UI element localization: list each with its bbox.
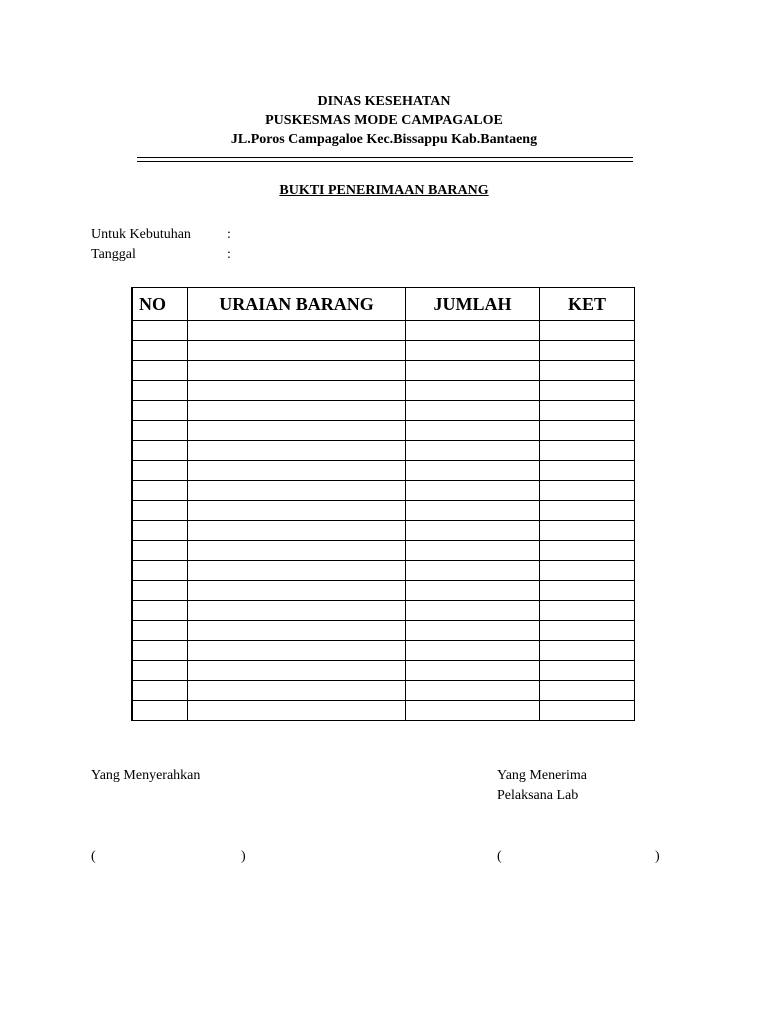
cell-ket — [540, 441, 635, 461]
cell-ket — [540, 581, 635, 601]
cell-no — [132, 641, 188, 661]
cell-jumlah — [406, 501, 540, 521]
cell-ket — [540, 541, 635, 561]
cell-uraian-barang — [188, 501, 406, 521]
cell-no — [132, 621, 188, 641]
cell-uraian-barang — [188, 601, 406, 621]
cell-no — [132, 441, 188, 461]
cell-ket — [540, 341, 635, 361]
cell-no — [132, 481, 188, 501]
cell-ket — [540, 701, 635, 721]
table-header-row — [132, 288, 635, 321]
cell-uraian-barang — [188, 641, 406, 661]
cell-uraian-barang — [188, 561, 406, 581]
table-row — [132, 461, 635, 481]
table-row — [132, 321, 635, 341]
cell-jumlah — [406, 561, 540, 581]
cell-no — [132, 561, 188, 581]
cell-no — [132, 321, 188, 341]
header-jumlah: JUMLAH — [406, 288, 540, 321]
cell-uraian-barang — [188, 441, 406, 461]
table-row — [132, 341, 635, 361]
field-tanggal-label: Tanggal — [91, 247, 136, 262]
signature-left-title: Yang Menyerahkan — [91, 768, 201, 783]
table-row — [132, 361, 635, 381]
field-tanggal-colon: : — [227, 247, 231, 262]
cell-jumlah — [406, 341, 540, 361]
cell-uraian-barang — [188, 541, 406, 561]
cell-ket — [540, 601, 635, 621]
cell-no — [132, 681, 188, 701]
table-row — [132, 641, 635, 661]
signature-right-subtitle: Pelaksana Lab — [497, 788, 579, 803]
signature-right-close-paren: ) — [655, 849, 660, 864]
cell-no — [132, 421, 188, 441]
cell-uraian-barang — [188, 461, 406, 481]
signature-left — [91, 766, 200, 786]
table-row — [132, 381, 635, 401]
cell-jumlah — [406, 521, 540, 541]
signature-right-open-paren: ( — [497, 849, 502, 864]
cell-jumlah — [406, 381, 540, 401]
cell-uraian-barang — [188, 401, 406, 421]
cell-ket — [540, 641, 635, 661]
cell-ket — [540, 321, 635, 341]
cell-no — [132, 381, 188, 401]
cell-jumlah — [406, 461, 540, 481]
cell-no — [132, 401, 188, 421]
cell-jumlah — [406, 681, 540, 701]
signature-left-close-paren: ) — [241, 849, 246, 864]
table-row — [132, 581, 635, 601]
field-tanggal — [91, 246, 231, 264]
table-row — [132, 681, 635, 701]
signature-left-open-paren: ( — [91, 849, 96, 864]
table-row — [132, 621, 635, 641]
cell-jumlah — [406, 441, 540, 461]
cell-jumlah — [406, 701, 540, 721]
cell-ket — [540, 501, 635, 521]
header-no: NO — [132, 288, 188, 321]
cell-uraian-barang — [188, 521, 406, 541]
cell-ket — [540, 381, 635, 401]
cell-uraian-barang — [188, 701, 406, 721]
agency-name: DINAS KESEHATAN — [317, 94, 451, 109]
cell-uraian-barang — [188, 681, 406, 701]
cell-no — [132, 361, 188, 381]
field-untuk-kebutuhan — [91, 226, 231, 244]
document-title-text: BUKTI PENERIMAAN BARANG — [279, 183, 489, 198]
cell-no — [132, 501, 188, 521]
cell-no — [132, 461, 188, 481]
cell-jumlah — [406, 661, 540, 681]
header-uraian-barang: URAIAN BARANG — [188, 288, 406, 321]
address: JL.Poros Campagaloe Kec.Bissappu Kab.Bantaeng — [230, 132, 538, 147]
cell-ket — [540, 401, 635, 421]
table-row — [132, 601, 635, 621]
cell-uraian-barang — [188, 421, 406, 441]
cell-jumlah — [406, 421, 540, 441]
signature-right — [497, 766, 587, 806]
table-row — [132, 401, 635, 421]
cell-uraian-barang — [188, 481, 406, 501]
cell-ket — [540, 521, 635, 541]
cell-uraian-barang — [188, 321, 406, 341]
table-row — [132, 501, 635, 521]
letterhead — [0, 92, 768, 149]
signature-right-title: Yang Menerima — [497, 768, 587, 783]
cell-no — [132, 661, 188, 681]
cell-uraian-barang — [188, 621, 406, 641]
cell-ket — [540, 481, 635, 501]
cell-jumlah — [406, 481, 540, 501]
cell-no — [132, 541, 188, 561]
table-row — [132, 421, 635, 441]
cell-ket — [540, 661, 635, 681]
cell-ket — [540, 361, 635, 381]
table-row — [132, 441, 635, 461]
cell-uraian-barang — [188, 341, 406, 361]
cell-no — [132, 581, 188, 601]
cell-jumlah — [406, 601, 540, 621]
cell-jumlah — [406, 641, 540, 661]
cell-ket — [540, 561, 635, 581]
table-body — [132, 321, 635, 721]
table-row — [132, 541, 635, 561]
cell-uraian-barang — [188, 361, 406, 381]
cell-uraian-barang — [188, 381, 406, 401]
cell-jumlah — [406, 621, 540, 641]
cell-jumlah — [406, 361, 540, 381]
cell-jumlah — [406, 321, 540, 341]
cell-jumlah — [406, 581, 540, 601]
cell-ket — [540, 461, 635, 481]
puskesmas-name: PUSKESMAS MODE CAMPAGALOE — [265, 113, 503, 128]
table-row — [132, 661, 635, 681]
header-ket: KET — [540, 288, 635, 321]
cell-ket — [540, 621, 635, 641]
cell-ket — [540, 681, 635, 701]
cell-no — [132, 521, 188, 541]
cell-no — [132, 601, 188, 621]
document-title — [0, 183, 768, 199]
cell-jumlah — [406, 541, 540, 561]
cell-no — [132, 341, 188, 361]
table-row — [132, 521, 635, 541]
cell-jumlah — [406, 401, 540, 421]
table-row — [132, 561, 635, 581]
field-untuk-kebutuhan-label: Untuk Kebutuhan — [91, 227, 191, 242]
header-divider — [137, 157, 633, 162]
cell-no — [132, 701, 188, 721]
table-row — [132, 701, 635, 721]
table-row — [132, 481, 635, 501]
cell-uraian-barang — [188, 581, 406, 601]
cell-uraian-barang — [188, 661, 406, 681]
field-untuk-kebutuhan-colon: : — [227, 227, 231, 242]
items-table — [131, 287, 635, 721]
cell-ket — [540, 421, 635, 441]
